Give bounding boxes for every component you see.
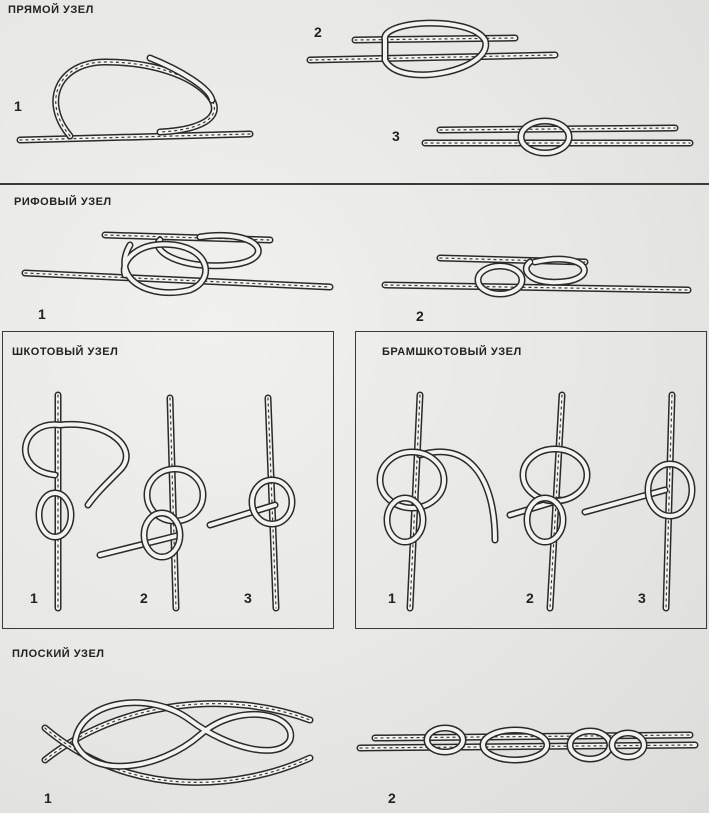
sheet-bend-step-3-drawing (210, 398, 292, 608)
step-number: 1 (388, 590, 396, 606)
square-knot-step-3-drawing (425, 121, 690, 153)
step-number: 2 (140, 590, 148, 606)
step-number: 1 (30, 590, 38, 606)
double-sheet-bend-step-1-drawing (380, 395, 495, 608)
step-number: 2 (416, 308, 424, 324)
reef-knot-step-2-drawing (385, 258, 688, 294)
step-number: 2 (526, 590, 534, 606)
double-sheet-bend-step-2-drawing (510, 395, 587, 608)
section-title-square-knot: ПРЯМОЙ УЗЕЛ (8, 4, 94, 16)
step-number: 1 (14, 98, 22, 114)
double-sheet-bend-step-3-drawing (585, 395, 692, 608)
sheet-bend-step-2-drawing (100, 398, 203, 608)
step-number: 1 (44, 790, 52, 806)
section-title-carrick-bend: ПЛОСКИЙ УЗЕЛ (12, 648, 105, 660)
step-number: 3 (638, 590, 646, 606)
square-knot-step-1-drawing (20, 58, 250, 140)
reef-knot-step-1-drawing (25, 235, 330, 293)
section-title-reef-knot: РИФОВЫЙ УЗЕЛ (14, 196, 112, 208)
carrick-bend-step-2-drawing (360, 728, 695, 760)
carrick-bend-step-1-drawing (45, 703, 310, 783)
sheet-bend-step-1-drawing (25, 395, 126, 608)
step-number: 3 (392, 128, 400, 144)
step-number: 1 (38, 306, 46, 322)
step-number: 3 (244, 590, 252, 606)
square-knot-step-2-drawing (310, 23, 555, 75)
section-title-double-sheet-bend: БРАМШКОТОВЫЙ УЗЕЛ (382, 346, 522, 358)
section-title-sheet-bend: ШКОТОВЫЙ УЗЕЛ (12, 346, 119, 358)
step-number: 2 (388, 790, 396, 806)
step-number: 2 (314, 24, 322, 40)
